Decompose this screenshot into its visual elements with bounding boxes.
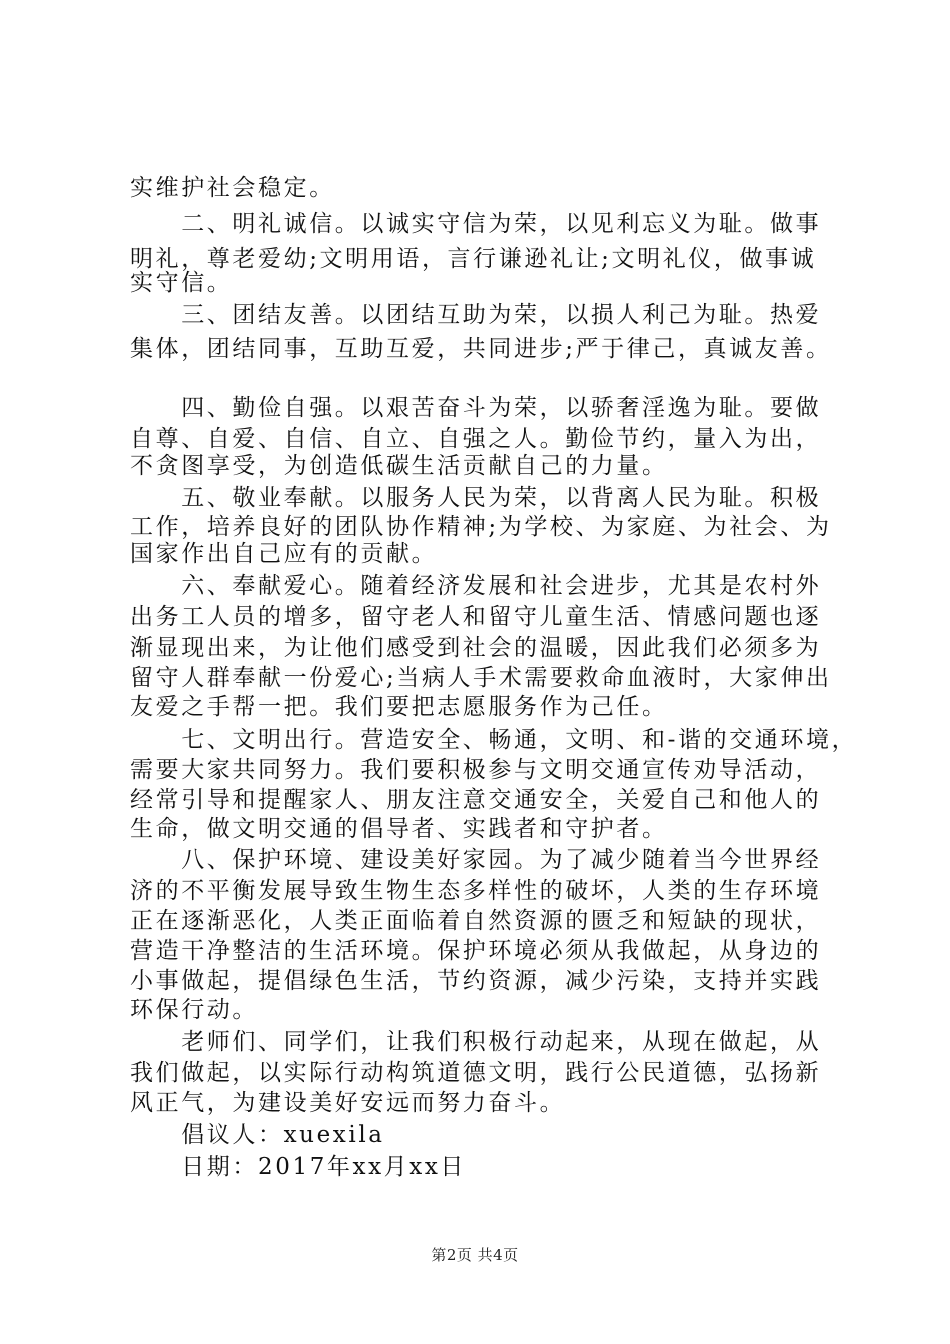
text-line: 国家作出自己应有的贡献。 (130, 541, 438, 567)
text-line: 四、勤俭自强。以艰苦奋斗为荣，以骄奢淫逸为耻。要做 (130, 395, 822, 421)
text-line: 三、团结友善。以团结互助为荣，以损人利己为耻。热爱 (130, 302, 822, 328)
text-line: 不贪图享受，为创造低碳生活贡献自己的力量。 (130, 453, 668, 479)
text-line: 二、明礼诚信。以诚实守信为荣，以见利忘义为耻。做事 (130, 211, 822, 237)
text-line: 七、文明出行。营造安全、畅通，文明、和-谐的交通环境， (130, 727, 858, 753)
text-line: 自尊、自爱、自信、自立、自强之人。勤俭节约，量入为出， (130, 426, 822, 452)
text-line: 五、敬业奉献。以服务人民为荣，以背离人民为耻。积极 (130, 485, 822, 511)
text-line: 我们做起，以实际行动构筑道德文明，践行公民道德，弘扬新 (130, 1060, 822, 1086)
signature-line: 倡议人：xuexila (130, 1122, 385, 1148)
text-line: 友爱之手帮一把。我们要把志愿服务作为己任。 (130, 694, 668, 720)
text-line: 实维护社会稳定。 (130, 175, 335, 201)
text-line: 小事做起，提倡绿色生活，节约资源，减少污染，支持并实践 (130, 968, 822, 994)
text-line: 实守信。 (130, 270, 233, 296)
text-line: 老师们、同学们，让我们积极行动起来，从现在做起，从 (130, 1029, 822, 1055)
text-line: 需要大家共同努力。我们要积极参与文明交通宣传劝导活动， (130, 757, 822, 783)
date-line: 日期：2017年xx月xx日 (130, 1154, 467, 1180)
text-line: 风正气，为建设美好安远而努力奋斗。 (130, 1090, 566, 1116)
text-line: 留守人群奉献一份爱心;当病人手术需要救命血液时，大家伸出 (130, 665, 832, 691)
text-line: 济的不平衡发展导致生物生态多样性的破坏，人类的生存环境 (130, 878, 822, 904)
text-line: 出务工人员的增多，留守老人和留守儿童生活、情感问题也逐 (130, 604, 822, 630)
text-line: 正在逐渐恶化，人类正面临着自然资源的匮乏和短缺的现状， (130, 908, 822, 934)
text-line: 环保行动。 (130, 997, 258, 1023)
text-line: 集体，团结同事，互助互爱，共同进步;严于律己，真诚友善。 (130, 336, 832, 362)
text-line: 生命，做文明交通的倡导者、实践者和守护者。 (130, 816, 668, 842)
text-line: 八、保护环境、建设美好家园。为了减少随着当今世界经 (130, 847, 822, 873)
text-line: 经常引导和提醒家人、朋友注意交通安全，关爱自己和他人的 (130, 787, 822, 813)
text-line: 营造干净整洁的生活环境。保护环境必须从我做起，从身边的 (130, 938, 822, 964)
text-line: 渐显现出来，为让他们感受到社会的温暖，因此我们必须多为 (130, 635, 822, 661)
text-line: 六、奉献爱心。随着经济发展和社会进步，尤其是农村外 (130, 573, 822, 599)
text-line: 明礼，尊老爱幼;文明用语，言行谦逊礼让;文明礼仪，做事诚 (130, 246, 817, 272)
text-line: 工作，培养良好的团队协作精神;为学校、为家庭、为社会、为 (130, 514, 832, 540)
page-number: 第2页 共4页 (431, 1246, 519, 1264)
